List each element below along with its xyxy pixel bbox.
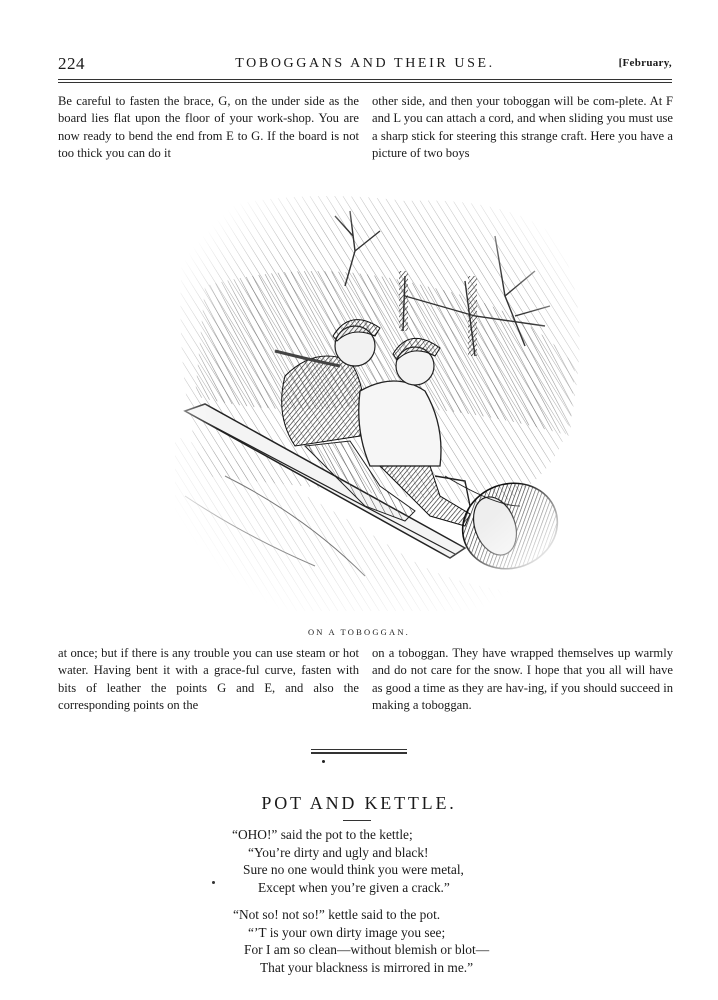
page-number: 224 [58,54,85,73]
article-column-bottom-right [372,645,673,715]
toboggan-engraving [165,176,595,611]
poem-line: For I am so clean—without blemish or blot— [244,942,490,957]
header-rule [58,79,672,80]
poem-line: “’T is your own dirty image you see; [248,925,446,940]
running-title: TOBOGGANS AND THEIR USE. [235,56,495,71]
running-head [58,54,672,78]
section-divider-heavy [311,752,407,754]
title-rule [343,820,371,821]
article-paragraph: other side, and then your toboggan will be com-plete. At F and L you can attach a cord, and when sliding you must use a sharp stick for steering this strange craft. Here you have a picture of two boys [372,94,673,161]
poem-line: That your blackness is mirrored in me.” [260,960,474,975]
ornament-dot [322,760,325,763]
section-divider [311,749,407,750]
poem-title: POT AND KETTLE. [261,793,457,813]
header-rule-double [58,82,672,83]
poem-line: Sure no one would think you were metal, [243,862,464,877]
poem-line: “Not so! not so!” kettle said to the pot. [233,907,441,922]
article-paragraph: at once; but if there is any trouble you can use steam or hot water. Having bent it with a grace-ful curve, fasten with bits of leather the points G and E, and also the corresponding points on the [58,646,359,713]
poem-line: Except when you’re given a crack.” [258,880,450,895]
article-column-top-right [372,93,673,163]
illustration-caption: ON A TOBOGGAN. [307,627,411,637]
margin-mark [212,881,215,884]
article-paragraph: Be careful to fasten the brace, G, on the under side as the board lies flat upon the floor of your work-shop. You are now ready to bend the end from E to G. If the board is not too thick you can do it [58,94,359,161]
article-column-top-left [58,93,359,163]
article-paragraph: on a toboggan. They have wrapped themselves up warmly and do not care for the snow. I hope that you all will have as good a time as they are hav-ing, if you should succeed in making a toboggan. [372,646,673,713]
poem-line: “OHO!” said the pot to the kettle; [232,827,413,842]
issue-month: [February, [618,57,672,69]
article-column-bottom-left [58,645,359,715]
poem-line: “You’re dirty and ugly and black! [248,845,429,860]
